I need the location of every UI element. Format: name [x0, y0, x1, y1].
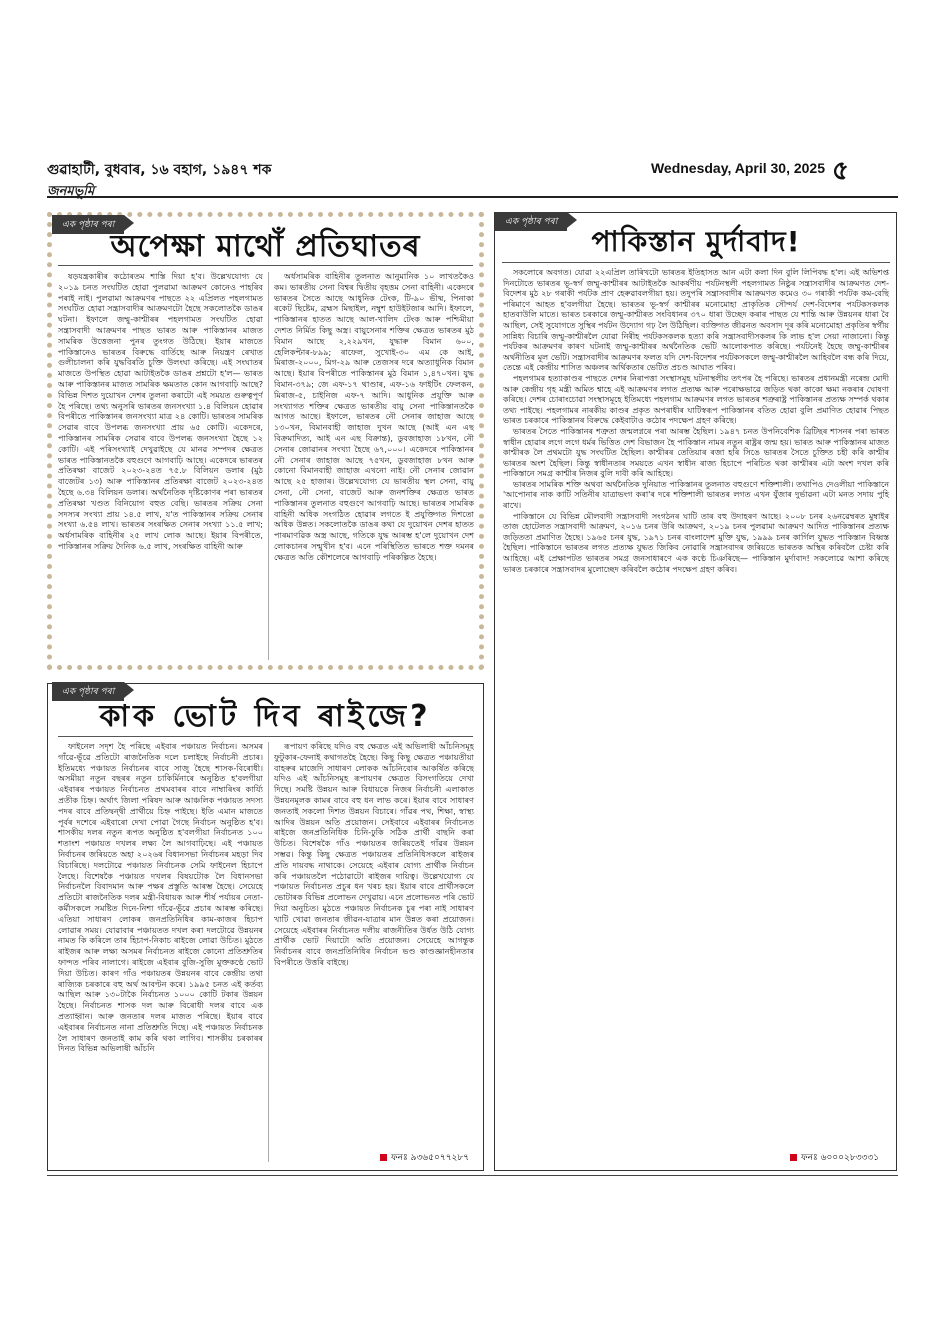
article-right-phone: [790, 1150, 879, 1165]
article-right-headline: পাকিস্তান মুৰ্দাবাদ!: [591, 225, 801, 258]
article-left-top-col1: [58, 271, 263, 663]
dateline-right: Wednesday, April 30, 2025: [650, 160, 825, 176]
article-left-top-headline-rule: [58, 265, 473, 266]
article-left-bottom-col1-text: ফাইনেল সদৃশ হৈ পৰিছে এইবাৰ পঞ্চায়ত নিৰ্বাচন। অসমৰ গাঁৱে-ভূঁৱে প্ৰতিটো ৰাজনৈতিক দলে চলাইছে নিৰ্বাচনী প্ৰচাৰ। ইতিমধ্যে পঞ্চায়ত নিৰ্বাচনৰ বাবে সাজু হৈছে শাসক-বিৰোধী। অসমীয়া নতুন বছৰৰ নতুন চাকিৰ্মিনাৰে অনুষ্ঠিত হ'বলগীয়া এইবাৰৰ পঞ্চায়ত নিৰ্বাচনত প্ৰথমবাৰৰ বাবে নাম্বাৰিংৰ কাৰ্য্যি প্ৰতীক চিহ্ন। অৰ্থাৎ জিলা পৰিষদ আৰু আঞ্চলিক পঞ্চায়ত সদস্য পদৰ বাবে প্ৰতিদ্বন্দ্বী প্ৰাৰ্থীয়ে চিহ্ন পাইছে। ইতি এমান মাজতে পূৰ্বৰ দশেৰে এইবাৰো দেখা পোৱা গৈছে নিৰ্বাচন অনুষ্ঠিত হ'ব। শাসকীয় দলৰ নতুন ৰূপত অনুষ্ঠিত হ'বলগীয়া নিৰ্বাচনত ১০০ শতাংশ পঞ্চায়ত দখলৰ লক্ষ্য লৈ আগবাঢ়িছে। এই পঞ্চায়ত নিৰ্বাচনৰ জৰিয়তে অহা ২০২৬ৰ বিধানসভা নিৰ্বাচনৰ মহড়া দিব বিচাৰিছে। দলটোৱে পঞ্চায়ত নিৰ্বাচনক সেমি ফাইনেল হিচাপে লৈছে। বিশেষকৈ পঞ্চায়ত দখলৰ বিষয়টোক লৈ বিধানসভা নিৰ্বাচনলৈ বিবাদমান আৰু পক্ষৰ প্ৰস্তুতি আৰম্ভ হৈছে। সেয়েহে প্ৰতিটো ৰাজনৈতিক দলৰ মন্ত্ৰী-বিধায়ক আৰু শীৰ্ষ পৰ্যায়ৰ নেতা-কৰ্মীসকলে সমষ্টিত দিনে-নিশা গাঁৱে-ভূঁৱে প্ৰচাৰ আৰম্ভ কৰিছে। এতিয়া সাধাৰণ লোকৰ জনপ্ৰতিনিধিৰ কাম-কাজৰ হিচাপ লোৱাৰ সময়। যোৱাবাৰ পঞ্চায়তত দখল কৰা দলটোৱে উন্নয়নৰ নামত কি কৰিলে তাৰ হিচাপ-নিকাচ ৰাইজে লোৱা উচিত। মুঠতে ৰাইজৰ আৰু লক্ষ্য অসমৰ নিৰ্বাচনত ৰাইজে কোনো প্ৰতিশ্ৰুতিৰ ফান্দত পৰিব নালাগে। ৰাইজে এইবাৰ বুজি-সুজি মুক্তকণ্ঠে ভোট দিয়া উচিত। কাৰণ গাঁও পঞ্চায়তৰ উন্নয়নৰ বাবে কেন্দ্ৰীয় তথা ৰাজ্যিক চৰকাৰে বহু অৰ্থ আবণ্টন কৰে। ১৯৯৫ চনত এই কৰ্তব্য আছিল আৰু ১৩০টাকৈ নিৰ্বাচনত ১০০০ কোটি টকাৰ উন্নয়ন হৈছে। নিৰ্বাচনত শাসক দল আৰু বিৰোধী দলৰ বাবে এক প্ৰত্যাহ্বান। আৰু জনতাৰ দলৰ মাজত পৰিছে। ইয়াৰ বাবে এইবাৰৰ নিৰ্বাচনত নানা প্ৰতিশ্ৰুতি দিছে। এই পঞ্চায়ত নিৰ্বাচনক লৈ সাধাৰণ জনতাই কাম কৰি থকা লাগিব। শাসকীয় চৰকাৰৰ দিনত বিভিন্ন অভিলাষী আঁচনি: [58, 741, 263, 1054]
masthead-logo: জনমভূমি: [47, 184, 95, 199]
article-right-para-1: সকলোৰে অবগত। যোৱা ২২এপ্ৰিল তাৰিখটো ভাৰতৰ ইতিহাসত আন এটা কলা দিন বুলি লিপিবদ্ধ হ'ল। এই অভিশপ্ত দিনটোতে ভাৰতৰ ভূ-স্বৰ্গ জম্মু-কাশ্মীৰৰ আটাইতকৈ আকৰ্ষণীয় পৰ্যটনস্থলী পহলগামত নিষ্ঠুৰ সন্ত্ৰাসবাদীৰ আক্ৰমণত দেশ-বিদেশৰ মুঠ ২৮ গৰাকী পৰ্যটক প্ৰাণ হেৰুৱাবলগীয়া হয়। তদুপৰি সন্ত্ৰাসবাদীৰ আক্ৰমণত কমেও ৩০ গৰাকী পৰ্যটক কম-বেছি পৰিমাণে আহত হ'বলগীয়া হৈছে। ভাৰতৰ ভূ-স্বৰ্গ কাশ্মীৰৰ মনোমোহা প্ৰাকৃতিক সৌন্দৰ্য দেশ-বিদেশৰ পৰ্যটকসকলক হাতবাউলি মাতে। ভাৰত চৰকাৰে জম্মু-কাশ্মীৰত সংবিধানৰ ৩৭০ ধাৰা উচ্ছেদ কৰাৰ পাছত যে শান্তি আৰু উন্নয়নৰ ধাৰা বৈ আছিল, সেই সুযোগতে সুস্থিৰ পৰ্যটন উদ্যোগ গঢ় লৈ উঠিছিল। ব্যক্তিগত জীৱনত অবসাদ দূৰ কৰি মনোমোহা প্ৰকৃতিৰ স্বৰ্গীয় সান্নিধ্য বিচাৰি জম্মু-কাশ্মীৰলৈ যোৱা নিৰীহ পৰ্যটকসকলক হত্যা কৰি সন্ত্ৰাসবাদীসকলৰ কি লাভ হ'ল সেয়া নাজানো। কিন্তু পৰ্যটকৰ আক্ৰমণৰ কাৰণ ঘটনাই জম্মু-কাশ্মীৰৰ অৰ্থনৈতিক ভেটি আলোকপাত কৰিছে। পৰ্যটনেই হৈছে জম্মু-কাশ্মীৰৰ অৰ্থনীতিৰ মূল ভেটি। সন্ত্ৰাসবাদীৰ আক্ৰমণৰ ফলত যদি দেশ-বিদেশৰ পৰ্যটকসকলে জম্মু-কাশ্মীৰলৈ আহিবলৈ বন্ধ কৰি দিয়ে, তেন্তে এই কেন্দ্ৰীয় শাসিত অঞ্চলৰ অৰ্থিকতাৰ ভেটিত প্ৰচণ্ড আঘাত পৰিব।: [503, 268, 889, 373]
article-left-bottom-phone: [380, 1150, 469, 1165]
article-left-top-col2: [274, 271, 474, 663]
phone-bullet-icon: [380, 1154, 387, 1161]
article-left-bottom-col1: [58, 741, 263, 1161]
page-number: ৫: [832, 156, 849, 186]
article-left-top-col1-text: ষড়যন্ত্ৰকাৰীৰ কঠোৰতম শাস্তি দিয়া হ'ব। উল্লেখযোগ্য যে ২০১৯ চনত সংঘটিত হোৱা পুলৱামা আক্ৰমণ কোনেও পাহৰিব পৰাই নাই। পুলৱামা আক্ৰমণৰ পাছতে ২২ এপ্ৰিলত পহলগামত সংঘটিত হোৱা সন্ত্ৰাসবাদীৰ আক্ৰমণটো হৈছে সকলোতকৈ ডাঙৰ ঘটনা। ইফালে জম্মু-কাশ্মীৰৰ পহলগামত সংঘটিত হোৱা সন্ত্ৰাসবাদী আক্ৰমণৰ পাছত ভাৰত আৰু পাকিস্তানৰ মাজত সামৰিক উত্তেজনা পুনৰ তুংগত উঠিছে। ইয়াৰ মাজতে পাকিস্তানেও ভাৰতৰ বিৰুদ্ধে বাৰ্তিছে আৰু নিয়ন্ত্ৰণ ৰেখাত গুলীচালনা কৰি যুদ্ধবিৰতি চুক্তি উলংঘা কৰিছে। এই সংঘাতৰ মাজতে উপস্থিত হোৱা আটাইতকৈ ডাঙৰ প্ৰশ্নটো হ'ল— ভাৰত আৰু পাকিস্তানৰ মাজত সামৰিক ক্ষমতাত কোন আগবাঢ়ি আছে? বিভিন্ন দিশত দুয়োখন দেশৰ তুলনা কৰাটো এই সময়ত গুৰুত্বপূৰ্ণ হৈ পৰিছে। তথ্য অনুসৰি ভাৰতৰ জনসংখ্যা ১.৪ বিলিয়ন হোৱাৰ বিপৰীতে পাকিস্তানৰ জনসংখ্যা মাত্ৰ ২৪ কোটি। ভাৰতৰ সামৰিক সেৱাৰ বাবে উপলব্ধ জনসংখ্যা প্ৰায় ৬৫ কোটি। একেদৰে, পাকিস্তানৰ সামৰিক সেৱাৰ বাবে উপলব্ধ জনসংখ্যা হৈছে ১২ কোটি। এই পৰিসংখ্যাই দেখুৱাইছে যে মানৱ সম্পদৰ ক্ষেত্ৰত ভাৰত পাকিস্তানতকৈ বহুগুণে আগবাঢ়ি আছে। একেদৰে ভাৰতৰ প্ৰতিৰক্ষা বাজেট ২০২৩-২৪ত ৭৫.৮ বিলিয়ন ডলাৰ (মুঠ বাজেটৰ ১৩) আৰু পাকিস্তানৰ প্ৰতিৰক্ষা বাজেট ২০২৩-২৪ত হৈছে ৬.৩৪ বিলিয়ন ডলাৰ। অৰ্থনৈতিক দৃষ্টিকোণৰ পৰা ভাৰতৰ প্ৰতিৰক্ষা খণ্ডত বিনিয়োগ বহুত বেছি। ভাৰতৰ সক্ৰিয় সেনা সদস্যৰ সংখ্যা প্ৰায় ১৪.৫ লাখ, য'ত পাকিস্তানৰ সক্ৰিয় সেনাৰ সংখ্যা ৬.৫৪ লাখ। ভাৰতৰ সংৰক্ষিত সেনাৰ সংখ্যা ১১.৫ লাখ; অৰ্ধসামৰিক বাহিনীৰ ২৫ লাখ লোক আছে। ইয়াৰ বিপৰীতে, পাকিস্তানৰ সক্ৰিয় দৈনিক ৬.৫ লাখ, সংৰক্ষিত বাহিনী আৰু: [58, 271, 263, 551]
article-left-bottom-headline-rule: [58, 736, 473, 737]
header-divider: [47, 196, 898, 198]
article-left-bottom-phone-text: ফনঃ ৯৩৬৫০৭৭২৮৭: [391, 1153, 470, 1163]
phone-bullet-icon: [790, 1154, 797, 1161]
bottom-divider: [47, 1175, 898, 1176]
article-left-bottom-col2-text: ৰূপায়ণ কৰিছে যদিও বহু ক্ষেত্ৰত এই অভিলাষী আঁচনিসমূহ ফুটুকাৰ-ফেনাই কথাগতহৈ হৈছে। কিছু কিছু ক্ষেত্ৰত পঞ্চায়তীয়া বাহৰুৰ মাজেদি সাধাৰণ লোকক আঁচনিবোৰ আকৰ্ষিত কৰিছে যদিও এই আঁচনিসমূহ ৰূপায়ণৰ ক্ষেত্ৰত বিসংগতিয়ে দেখা দিছে। সমষ্টি উন্নয়ন আৰু বিধায়কে নিজৰ নিৰ্বাচনী এলাকাত উন্নয়নমূলক কামৰ বাবে বহু ধন লাভ কৰে। ইয়াৰ বাবে সাধাৰণ জনতাই সকলো দিশত উন্নয়ন বিচাৰে। গাঁৱৰ পথ, শিক্ষা, স্বাস্থ্য আদিৰ উন্নয়ন অতি প্ৰয়োজন। সেইবাবে এইবাৰৰ নিৰ্বাচনত ৰাইজে জনপ্ৰতিনিধিক চিনি-ঢুকি সঠিক প্ৰাৰ্থী বাছনি কৰা উচিত। বিশেষকৈ গাঁও পঞ্চায়তৰ জৰিয়তেই গাঁৱৰ উন্নয়ন সম্ভৱ। কিন্তু কিছু ক্ষেত্ৰত পঞ্চায়তৰ প্ৰতিনিধিসকলে ৰাইজৰ প্ৰতি দায়বদ্ধ নাথাকে। সেয়েহে এইবাৰ যোগ্য প্ৰাৰ্থীক নিৰ্বাচন কৰি পঞ্চায়তলৈ পঠোৱাটো ৰাইজৰ দায়িত্ব। উল্লেখযোগ্য যে পঞ্চায়ত নিৰ্বাচনত প্ৰচুৰ ধন খৰচ হয়। ইয়াৰ বাবে প্ৰাৰ্থীসকলে ভোটাৰক বিভিন্ন প্ৰলোভন দেখুৱায়। এনে প্ৰলোভনত পৰি ভোট দিয়া অনুচিত। মুঠতে পঞ্চায়ত নিৰ্বাচনক চুৰ পৰা নাই সাধাৰণ খাটি খোৱা জনতাৰ জীৱন-যাত্ৰাৰ মান উন্নত কৰা প্ৰয়োজন। সেয়েহে এইবাৰৰ নিৰ্বাচনত দলীয় ৰাজনীতিৰ উৰ্ধত উঠি যোগ্য প্ৰাৰ্থীক ভোট দিয়াটো অতি প্ৰয়োজন। সেয়েহে আগন্তুক নিৰ্বাচনৰ বাবে জনপ্ৰতিনিধিৰ নিৰ্বাচন ভণ্ড কাণ্ডজ্ঞানহীনতাৰ বিপৰীতে উত্তৰি বাইছে।: [274, 741, 474, 967]
article-left-top-col2-text: অৰ্ধসামৰিক বাহিনীৰ তুলনাত আনুমানিক ১০ লাখতকৈও কম। ভাৰতীয় সেনা বিশ্বৰ দ্বিতীয় বৃহত্তম সেনা বাহিনী। একেদৰে ভাৰতৰ সৈতে আছে আধুনিক টেংক, টি-৯০ ভীষ্ম, পিনাকা ৰকেট ছিষ্টেম, ব্ৰহ্মস মিছাইল, নম্বুশ হাউইটজাৰ আদি। ইফালে, পাকিস্তানৰ হাতত আছে আল-খালিদ টেংক আৰু পশ্চিমীয়া দেশত নিৰ্মিত কিছু অস্ত্ৰ। বায়ুসেনাৰ শক্তিৰ ক্ষেত্ৰত ভাৰতৰ মুঠ বিমান আছে ২,২২৯খন, যুদ্ধাৰু বিমান ৬০০, হেলিকপ্টাৰ-৮৯৯; ৰাফেল, সুখোই-৩০ এম কে আই, মিৰাজ-২০০০, মিগ-২৯ আৰু তেজসৰ দৰে অত্যাধুনিক বিমান আছে। ইয়াৰ বিপৰীতে পাকিস্তানৰ মুঠ বিমান ১,৪৭০খন। যুদ্ধ বিমান-৩৭৯; জে এফ-১৭ থাণ্ডাৰ, এফ-১৬ ফাইটিং ফেলকন, মিৰাজ-৫, চাইনিজ এফ-৭ আদি। আধুনিক প্ৰযুক্তি আৰু সংখ্যাগত শক্তিৰ ক্ষেত্ৰত ভাৰতীয় বায়ু সেনা পাকিস্তানতকৈ আগত আছে। ইফালে, ভাৰতৰ নৌ সেনাৰ জাহাজ আছে ১৩০খন, বিমানবাহী জাহাজ দুখন আছে (আই এন এছ বিক্ৰমাদিত্য, আই এন এছ বিক্ৰান্ত), ডুবজাহাজ ১৮খন, নৌ সেনাৰ জোৱানৰ সংখ্যা হৈছে ৬৭,০০০। একেদৰে পাকিস্তানৰ নৌ সেনাৰ জাহাজ আছে ৭৫খন, ডুবজাহাজ ৮খন আৰু কোনো বিমানবাহী জাহাজ এখনো নাই। নৌ সেনাৰ জোৱান আছে ২৫ হাজাৰ। উল্লেখযোগ্য যে ভাৰতীয় স্থল সেনা, বায়ু সেনা, নৌ সেনা, বাজেট আৰু জনশক্তিৰ ক্ষেত্ৰত ভাৰত পাকিস্তানৰ তুলনাত বহুগুণে আগবাঢ়ি আছে। ভাৰতৰ সামৰিক বাহিনী অধিক সংগঠিত হোৱাৰ লগতে ই প্ৰযুক্তিগত দিশতো অধিক উন্নত। সকলোতকৈ ডাঙৰ কথা যে দুয়োখন দেশৰ হাতত পাৰমাণৱিক অস্ত্ৰ আছে, গতিকে যুদ্ধ আৰম্ভ হ'লে দুয়োখন দেশ লোকচানৰ সন্মুখীন হ'ব। এনে পৰিস্থিতিত ভাৰতে শক্ত দমনৰ ক্ষেত্ৰত অতি কৌশলেৰে আগবাঢ়ি পৰিকল্পিত হৈছে।: [274, 271, 474, 562]
article-left-bottom-col2: [274, 741, 474, 1146]
article-right-para-3: ভাৰতৰ সৈতে পাকিস্তানৰ শত্ৰুতা জন্মলগ্নৰে পৰা আৰম্ভ হৈছিল। ১৯৪৭ চনত উপনিবেশিক ব্ৰিটিছৰ শাসনৰ পৰা ভাৰত স্বাধীন হোৱাৰ লগে লগে ধৰ্মৰ ভিত্তিত দেশ বিভাজন হৈ পাকিস্তান নামৰ নতুন ৰাষ্ট্ৰৰ জন্ম হয়। ভাৰত আৰু পাকিস্তানৰ মাজত কাশ্মীৰক লৈ প্ৰথমটো যুদ্ধ সংঘটিত হৈছিল। কাশ্মীৰৰ তেতিয়াৰ ৰজা হৰি সিঙে ভাৰতৰ সৈতে চুক্তিত চহী কৰি কাশ্মীৰ ভাৰতৰ অংশ হৈছিল। কিন্তু স্বাধীনতাৰ সময়তে এখন স্বাধীন ৰাজ্য হিচাপে পৰিচিত থকা কাশ্মীৰৰ এটা অংশ দখল কৰি পাকিস্তানে সমগ্ৰ কাশ্মীৰ নিজৰ বুলি দাবী কৰি আহিছে।: [503, 426, 889, 479]
article-left-bottom-tag: এক পৃষ্ঠাৰ পৰা: [52, 682, 124, 701]
article-right-para-2: পহলগামৰ হত্যাকাণ্ডৰ পাছতে দেশৰ নিৰাপত্তা সংস্থাসমূহ ঘটনাস্থলীয় তৎপৰ হৈ পৰিছে। ভাৰতৰ প্ৰধানমন্ত্ৰী নৰেন্দ্ৰ মোদী আৰু কেন্দ্ৰীয় গৃহ মন্ত্ৰী অমিত শ্বাহে এই আক্ৰমণৰ লগত প্ৰত্যক্ষ আৰু পৰোক্ষভাৱে জড়িত থকা কাকো ক্ষমা নকৰাৰ ঘোষণা কৰিছে। দেশৰ চোৰাংচোৱা সংস্থাসমূহে ইতিমধ্যে পহলগাম আক্ৰমণৰ লগত ভাৰতৰ শত্ৰুৰাষ্ট্ৰ পাকিস্তানৰ প্ৰত্যক্ষ সম্পৰ্ক থকাৰ তথ্য পাইছে। পহলগামৰ নাৰকীয় কাণ্ডৰ প্ৰকৃত অপৰাধীৰ ঘাটিস্বৰূপ পাকিস্তানৰ বতিত হোৱা বুলি প্ৰমাণিত হোৱাৰ পিছত ভাৰত চৰকাৰে পাকিস্তানৰ বিৰুদ্ধে কেইবাটাও কঠোৰ পদক্ষেপ গ্ৰহণ কৰিছে।: [503, 373, 889, 426]
article-left-top-headline: অপেক্ষা মাথোঁ প্ৰতিঘাতৰ: [110, 229, 421, 264]
article-right-body: [503, 268, 889, 1148]
article-left-top-tag: এক পৃষ্ঠাৰ পৰা: [52, 215, 124, 234]
article-right-phone-text: ফনঃ ৬০০০২৮৩৩৩১: [801, 1153, 880, 1163]
dateline-left: গুৱাহাটী, বুধবাৰ, ১৬ বহাগ, ১৯৪৭ শক: [47, 162, 272, 178]
article-right-headline-rule: [502, 262, 890, 263]
article-left-bottom-col-divider: [268, 742, 269, 1162]
article-left-bottom-headline: কাক ভোট দিব ৰাইজে?: [99, 699, 432, 734]
article-right-tag: এক পৃষ্ঠাৰ পৰা: [495, 212, 567, 231]
article-right-para-4: ভাৰতৰ সামৰিক শক্তি অথবা অৰ্থনৈতিক দুনিয়াত পাকিস্তানৰ তুলনাত বহুগুণে শক্তিশালী। তথাপিও দেওলীয়া পাকিস্তানে 'আপোনাৰ নাক কাটি সতিনীৰ যাত্ৰাভংগ কৰা'ৰ দৰে শক্তিশালী ভাৰতৰ লগত এখন যুঁজাৰ দুৰ্ভাৱনা এটা মনত সদায় পুহি ৰাখে।: [503, 479, 889, 511]
article-right-para-5: পাকিস্তানে যে বিভিন্ন মৌলবাদী সন্ত্ৰাসবাদী সংগঠনৰ ঘাটি তাৰ বহু উদাহৰণ আছে। ২০০৮ চনৰ ২৬নৱেম্বৰত মুম্বাইৰ তাজ হোটেলত সন্ত্ৰাসবাদী আক্ৰমণ, ২০১৬ চনৰ উৰি আক্ৰমণ, ২০১৯ চনৰ পুলৱামা আক্ৰমণ আদিত পাকিস্তানৰ প্ৰত্যক্ষ জড়িততা প্ৰমাণিত হৈছে। ১৯৬৫ চনৰ যুদ্ধ, ১৯৭১ চনৰ বাংলাদেশ মুক্তি যুদ্ধ, ১৯৯৯ চনৰ কাৰ্গিল যুদ্ধত পাকিস্তান বিধ্বস্ত হৈছিল। পাকিস্তানে ভাৰতৰ লগত প্ৰত্যক্ষ যুদ্ধত জিকিব নোৱাৰি সন্ত্ৰাসবাদৰ জৰিয়তে ভাৰতক অস্থিৰ কৰিবলৈ চেষ্টা কৰি আহিছে। এই প্ৰেক্ষাপটত ভাৰতৰ সমগ্ৰ জনসাধাৰণে এক কণ্ঠে চিঞৰিছে— পাকিস্তান মুৰ্দাবাদ! সকলোৱে আশা কৰিছে ভাৰত চৰকাৰে সন্ত্ৰাসবাদৰ মুলোচ্ছেদ কৰিবলৈ কঠোৰ পদক্ষেপ গ্ৰহণ কৰিব।: [503, 511, 889, 574]
article-left-top-col-divider: [268, 272, 269, 660]
